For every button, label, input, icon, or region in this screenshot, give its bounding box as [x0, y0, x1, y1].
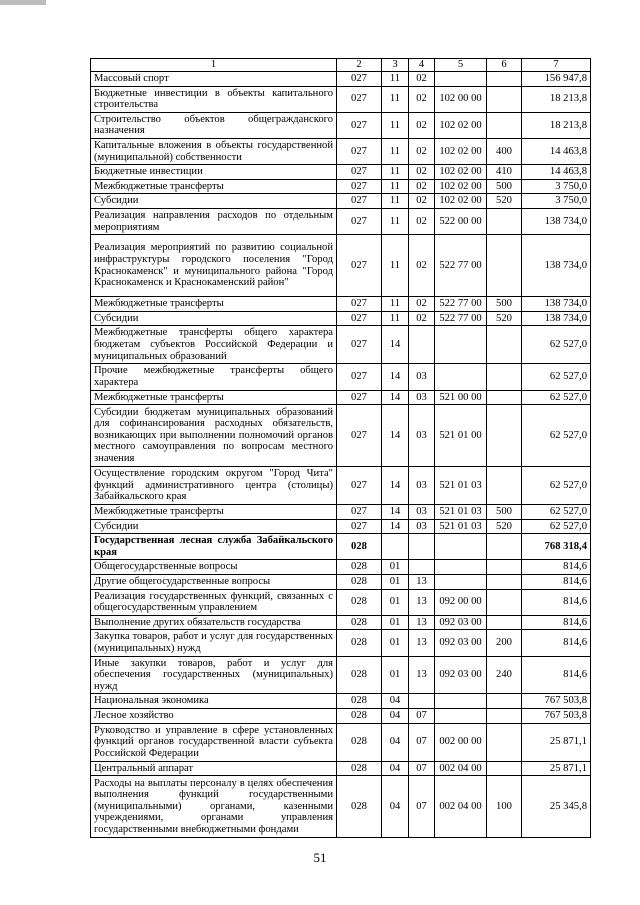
row-expense-type-cell: [487, 390, 522, 405]
row-target-item-cell: [435, 364, 487, 390]
row-target-item-cell: [435, 534, 487, 560]
table-row: [91, 467, 591, 505]
row-subsection-cell: 03: [409, 505, 435, 520]
row-target-item-cell: 522 77 00: [435, 297, 487, 312]
row-expense-type-cell: 410: [487, 165, 522, 180]
row-name-cell: Выполнение других обязательств государства: [91, 615, 337, 630]
row-expense-type-cell: [487, 723, 522, 761]
table-row: [91, 326, 591, 364]
table-row: [91, 709, 591, 724]
row-expense-type-cell: [487, 694, 522, 709]
row-ministry-code-cell: 027: [337, 86, 382, 112]
row-expense-type-cell: [487, 235, 522, 297]
row-subsection-cell: 02: [409, 72, 435, 87]
row-target-item-cell: 002 04 00: [435, 776, 487, 838]
row-section-cell: 01: [382, 615, 409, 630]
row-expense-type-cell: 100: [487, 776, 522, 838]
row-name-cell: Национальная экономика: [91, 694, 337, 709]
row-section-cell: 11: [382, 208, 409, 234]
table-row: [91, 390, 591, 405]
row-subsection-cell: 02: [409, 165, 435, 180]
row-target-item-cell: [435, 326, 487, 364]
row-expense-type-cell: [487, 86, 522, 112]
table-row: [91, 575, 591, 590]
table-row: [91, 138, 591, 164]
row-amount-cell: 814,6: [522, 615, 591, 630]
row-name-cell: Центральный аппарат: [91, 761, 337, 776]
row-ministry-code-cell: 028: [337, 560, 382, 575]
row-ministry-code-cell: 027: [337, 165, 382, 180]
row-amount-cell: 25 345,8: [522, 776, 591, 838]
header-col-1: 1: [91, 59, 337, 72]
row-section-cell: 14: [382, 467, 409, 505]
row-ministry-code-cell: 028: [337, 761, 382, 776]
row-target-item-cell: 522 77 00: [435, 235, 487, 297]
row-expense-type-cell: [487, 364, 522, 390]
table-row: [91, 297, 591, 312]
row-name-cell: Бюджетные инвестиции: [91, 165, 337, 180]
row-subsection-cell: 03: [409, 519, 435, 534]
row-ministry-code-cell: 027: [337, 138, 382, 164]
row-name-cell: Реализация мероприятий по развитию социальной инфраструктуры городского поселения "Город Краснокаменск" и муниципального района "Город Краснокаменск и Краснокаменский район": [91, 235, 337, 297]
row-target-item-cell: 002 04 00: [435, 761, 487, 776]
table-row: [91, 194, 591, 209]
row-amount-cell: 25 871,1: [522, 761, 591, 776]
row-amount-cell: 62 527,0: [522, 505, 591, 520]
row-subsection-cell: 13: [409, 589, 435, 615]
row-subsection-cell: 13: [409, 656, 435, 694]
row-section-cell: 14: [382, 364, 409, 390]
row-expense-type-cell: 500: [487, 297, 522, 312]
row-target-item-cell: 092 03 00: [435, 630, 487, 656]
row-subsection-cell: 07: [409, 776, 435, 838]
table-row: [91, 405, 591, 467]
page-number: 51: [313, 850, 327, 865]
table-row: [91, 761, 591, 776]
row-expense-type-cell: [487, 560, 522, 575]
table-row: [91, 630, 591, 656]
table-row: [91, 656, 591, 694]
row-expense-type-cell: [487, 112, 522, 138]
row-section-cell: 01: [382, 630, 409, 656]
row-name-cell: Реализация направления расходов по отдельным мероприятиям: [91, 208, 337, 234]
row-name-cell: Бюджетные инвестиции в объекты капитального строительства: [91, 86, 337, 112]
budget-table: [90, 58, 591, 838]
row-name-cell: Межбюджетные трансферты: [91, 297, 337, 312]
row-section-cell: 04: [382, 723, 409, 761]
row-target-item-cell: 092 03 00: [435, 656, 487, 694]
row-ministry-code-cell: 027: [337, 208, 382, 234]
table-row: [91, 364, 591, 390]
header-col-2: 2: [337, 59, 382, 72]
row-section-cell: 04: [382, 709, 409, 724]
row-expense-type-cell: [487, 326, 522, 364]
row-name-cell: Массовый спорт: [91, 72, 337, 87]
table-row: [91, 72, 591, 87]
row-ministry-code-cell: 028: [337, 630, 382, 656]
row-subsection-cell: 02: [409, 297, 435, 312]
row-amount-cell: 14 463,8: [522, 138, 591, 164]
header-row: [91, 59, 591, 72]
row-expense-type-cell: [487, 709, 522, 724]
row-target-item-cell: 102 02 00: [435, 165, 487, 180]
row-section-cell: 11: [382, 72, 409, 87]
row-target-item-cell: 102 02 00: [435, 112, 487, 138]
header-col-5: 5: [435, 59, 487, 72]
header-col-4: 4: [409, 59, 435, 72]
table-row: [91, 86, 591, 112]
row-name-cell: Субсидии бюджетам муниципальных образований для софинансирования расходных обязательств, возникающих при выполнении полномочий органов местного самоуправления по вопросам местного значения: [91, 405, 337, 467]
row-target-item-cell: 102 00 00: [435, 86, 487, 112]
row-name-cell: Иные закупки товаров, работ и услуг для обеспечения государственных (муниципальных) нужд: [91, 656, 337, 694]
row-name-cell: Капитальные вложения в объекты государственной (муниципальной) собственности: [91, 138, 337, 164]
table-row: [91, 723, 591, 761]
table-row: [91, 694, 591, 709]
row-section-cell: 11: [382, 311, 409, 326]
row-name-cell: Расходы на выплаты персоналу в целях обеспечения выполнения функций государственными (муниципальными) органами, казенными учреждениями, органами управления государственными внебюджетными фондами: [91, 776, 337, 838]
row-subsection-cell: 02: [409, 138, 435, 164]
row-subsection-cell: 03: [409, 364, 435, 390]
row-amount-cell: 814,6: [522, 575, 591, 590]
row-amount-cell: 814,6: [522, 560, 591, 575]
row-name-cell: Субсидии: [91, 194, 337, 209]
row-target-item-cell: 102 02 00: [435, 194, 487, 209]
row-section-cell: 11: [382, 112, 409, 138]
row-expense-type-cell: [487, 589, 522, 615]
row-target-item-cell: 521 01 03: [435, 519, 487, 534]
row-amount-cell: 62 527,0: [522, 326, 591, 364]
row-name-cell: Другие общегосударственные вопросы: [91, 575, 337, 590]
table-row: [91, 235, 591, 297]
row-ministry-code-cell: 027: [337, 364, 382, 390]
row-section-cell: 14: [382, 519, 409, 534]
row-amount-cell: 18 213,8: [522, 112, 591, 138]
row-target-item-cell: 102 02 00: [435, 179, 487, 194]
table-row: [91, 615, 591, 630]
row-target-item-cell: 522 77 00: [435, 311, 487, 326]
row-ministry-code-cell: 027: [337, 311, 382, 326]
row-expense-type-cell: [487, 615, 522, 630]
row-name-cell: Осуществление городским округом "Город Чита" функций административного центра (столицы) Забайкальского края: [91, 467, 337, 505]
table-row: [91, 519, 591, 534]
row-subsection-cell: [409, 694, 435, 709]
row-amount-cell: 25 871,1: [522, 723, 591, 761]
row-target-item-cell: 521 01 03: [435, 505, 487, 520]
row-expense-type-cell: 520: [487, 519, 522, 534]
row-section-cell: 01: [382, 575, 409, 590]
row-amount-cell: 814,6: [522, 656, 591, 694]
header-col-7: 7: [522, 59, 591, 72]
table-row: [91, 165, 591, 180]
row-expense-type-cell: 520: [487, 194, 522, 209]
row-section-cell: 14: [382, 405, 409, 467]
header-col-3: 3: [382, 59, 409, 72]
row-amount-cell: 62 527,0: [522, 405, 591, 467]
row-section-cell: 11: [382, 86, 409, 112]
row-section-cell: 11: [382, 297, 409, 312]
row-subsection-cell: 13: [409, 630, 435, 656]
row-amount-cell: 814,6: [522, 630, 591, 656]
row-subsection-cell: 03: [409, 390, 435, 405]
row-ministry-code-cell: 027: [337, 112, 382, 138]
row-amount-cell: 3 750,0: [522, 179, 591, 194]
row-subsection-cell: 07: [409, 761, 435, 776]
row-name-cell: Государственная лесная служба Забайкальского края: [91, 534, 337, 560]
header-col-6: 6: [487, 59, 522, 72]
row-expense-type-cell: 500: [487, 179, 522, 194]
table-row: [91, 208, 591, 234]
row-target-item-cell: 521 01 03: [435, 467, 487, 505]
row-target-item-cell: 092 00 00: [435, 589, 487, 615]
row-ministry-code-cell: 028: [337, 589, 382, 615]
table-row: [91, 112, 591, 138]
row-ministry-code-cell: 027: [337, 405, 382, 467]
row-subsection-cell: 02: [409, 112, 435, 138]
row-amount-cell: 767 503,8: [522, 709, 591, 724]
row-ministry-code-cell: 027: [337, 194, 382, 209]
row-expense-type-cell: [487, 761, 522, 776]
row-target-item-cell: [435, 709, 487, 724]
row-expense-type-cell: 500: [487, 505, 522, 520]
row-section-cell: [382, 534, 409, 560]
row-amount-cell: 14 463,8: [522, 165, 591, 180]
row-section-cell: 14: [382, 505, 409, 520]
row-name-cell: Лесное хозяйство: [91, 709, 337, 724]
row-name-cell: Прочие межбюджетные трансферты общего характера: [91, 364, 337, 390]
row-ministry-code-cell: 028: [337, 694, 382, 709]
row-target-item-cell: [435, 694, 487, 709]
table-row: [91, 534, 591, 560]
row-section-cell: 01: [382, 656, 409, 694]
row-target-item-cell: 092 03 00: [435, 615, 487, 630]
row-subsection-cell: [409, 534, 435, 560]
row-subsection-cell: 13: [409, 575, 435, 590]
row-section-cell: 01: [382, 589, 409, 615]
row-section-cell: 04: [382, 776, 409, 838]
row-name-cell: Межбюджетные трансферты: [91, 505, 337, 520]
table-row: [91, 311, 591, 326]
table-row: [91, 560, 591, 575]
row-ministry-code-cell: 028: [337, 534, 382, 560]
row-amount-cell: 62 527,0: [522, 364, 591, 390]
row-target-item-cell: 522 00 00: [435, 208, 487, 234]
row-ministry-code-cell: 028: [337, 575, 382, 590]
row-name-cell: Руководство и управление в сфере установленных функций органов государственной власти субъекта Российской Федерации: [91, 723, 337, 761]
row-amount-cell: 62 527,0: [522, 467, 591, 505]
row-expense-type-cell: 200: [487, 630, 522, 656]
row-name-cell: Реализация государственных функций, связанных с общегосударственным управлением: [91, 589, 337, 615]
row-ministry-code-cell: 028: [337, 723, 382, 761]
row-subsection-cell: [409, 326, 435, 364]
row-amount-cell: 767 503,8: [522, 694, 591, 709]
row-amount-cell: 62 527,0: [522, 519, 591, 534]
row-ministry-code-cell: 027: [337, 235, 382, 297]
row-expense-type-cell: 400: [487, 138, 522, 164]
row-ministry-code-cell: 027: [337, 505, 382, 520]
row-name-cell: Субсидии: [91, 519, 337, 534]
row-subsection-cell: 02: [409, 311, 435, 326]
row-subsection-cell: 02: [409, 194, 435, 209]
row-subsection-cell: [409, 560, 435, 575]
row-amount-cell: 138 734,0: [522, 235, 591, 297]
row-amount-cell: 138 734,0: [522, 208, 591, 234]
row-expense-type-cell: 240: [487, 656, 522, 694]
row-section-cell: 11: [382, 179, 409, 194]
row-section-cell: 11: [382, 138, 409, 164]
row-ministry-code-cell: 027: [337, 179, 382, 194]
row-amount-cell: 814,6: [522, 589, 591, 615]
row-name-cell: Закупка товаров, работ и услуг для государственных (муниципальных) нужд: [91, 630, 337, 656]
table-row: [91, 505, 591, 520]
table-row: [91, 776, 591, 838]
row-subsection-cell: 02: [409, 179, 435, 194]
row-amount-cell: 62 527,0: [522, 390, 591, 405]
row-expense-type-cell: [487, 534, 522, 560]
row-subsection-cell: 02: [409, 208, 435, 234]
row-ministry-code-cell: 027: [337, 72, 382, 87]
row-amount-cell: 3 750,0: [522, 194, 591, 209]
row-expense-type-cell: [487, 72, 522, 87]
row-subsection-cell: 07: [409, 709, 435, 724]
row-section-cell: 04: [382, 761, 409, 776]
row-target-item-cell: 002 00 00: [435, 723, 487, 761]
row-target-item-cell: [435, 575, 487, 590]
row-section-cell: 11: [382, 194, 409, 209]
row-expense-type-cell: [487, 467, 522, 505]
row-ministry-code-cell: 027: [337, 467, 382, 505]
row-expense-type-cell: [487, 208, 522, 234]
row-section-cell: 11: [382, 165, 409, 180]
row-expense-type-cell: [487, 575, 522, 590]
row-target-item-cell: [435, 560, 487, 575]
scan-corner-mark: [0, 0, 46, 5]
row-ministry-code-cell: 027: [337, 519, 382, 534]
row-ministry-code-cell: 028: [337, 776, 382, 838]
row-subsection-cell: 03: [409, 467, 435, 505]
row-name-cell: Строительство объектов общегражданского назначения: [91, 112, 337, 138]
row-subsection-cell: 02: [409, 86, 435, 112]
row-name-cell: Межбюджетные трансферты: [91, 390, 337, 405]
table-row: [91, 179, 591, 194]
row-ministry-code-cell: 028: [337, 615, 382, 630]
row-expense-type-cell: [487, 405, 522, 467]
row-ministry-code-cell: 027: [337, 297, 382, 312]
row-name-cell: Субсидии: [91, 311, 337, 326]
table-row: [91, 589, 591, 615]
table-body: [91, 72, 591, 838]
row-target-item-cell: 102 02 00: [435, 138, 487, 164]
row-target-item-cell: [435, 72, 487, 87]
row-target-item-cell: 521 00 00: [435, 390, 487, 405]
row-section-cell: 04: [382, 694, 409, 709]
row-ministry-code-cell: 027: [337, 326, 382, 364]
row-subsection-cell: 03: [409, 405, 435, 467]
row-target-item-cell: 521 01 00: [435, 405, 487, 467]
row-amount-cell: 768 318,4: [522, 534, 591, 560]
row-name-cell: Общегосударственные вопросы: [91, 560, 337, 575]
row-amount-cell: 156 947,8: [522, 72, 591, 87]
row-amount-cell: 138 734,0: [522, 297, 591, 312]
row-ministry-code-cell: 028: [337, 709, 382, 724]
row-subsection-cell: 13: [409, 615, 435, 630]
row-section-cell: 14: [382, 390, 409, 405]
row-name-cell: Межбюджетные трансферты общего характера бюджетам субъектов Российской Федерации и муниципальных образований: [91, 326, 337, 364]
row-subsection-cell: 07: [409, 723, 435, 761]
row-section-cell: 11: [382, 235, 409, 297]
row-expense-type-cell: 520: [487, 311, 522, 326]
row-name-cell: Межбюджетные трансферты: [91, 179, 337, 194]
row-subsection-cell: 02: [409, 235, 435, 297]
row-ministry-code-cell: 028: [337, 656, 382, 694]
row-section-cell: 01: [382, 560, 409, 575]
row-amount-cell: 18 213,8: [522, 86, 591, 112]
row-amount-cell: 138 734,0: [522, 311, 591, 326]
row-section-cell: 14: [382, 326, 409, 364]
row-ministry-code-cell: 027: [337, 390, 382, 405]
